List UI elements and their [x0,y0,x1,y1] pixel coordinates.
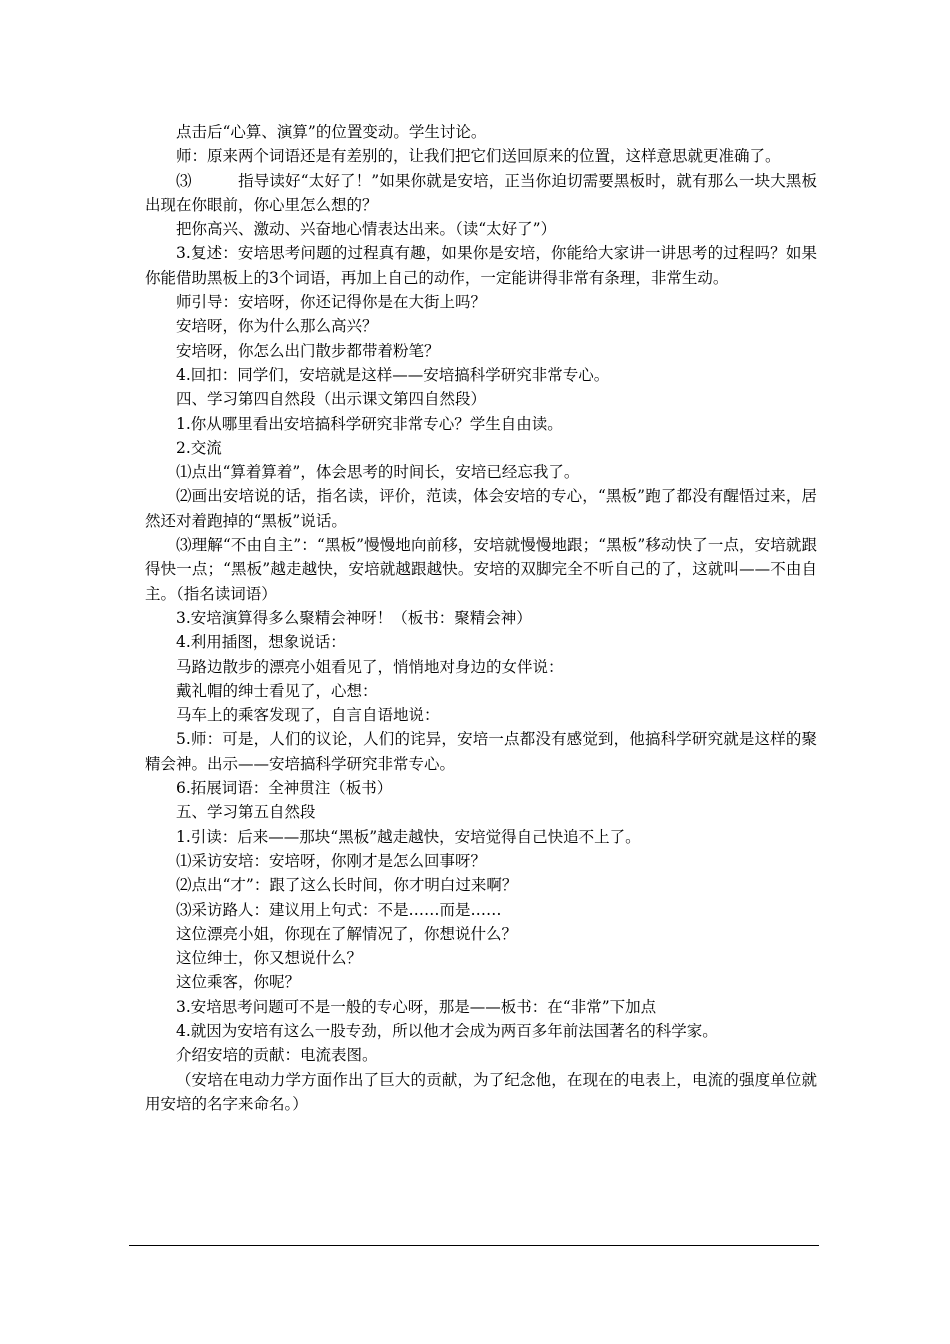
paragraph: ⑴点出“算着算着”，体会思考的时间长，安培已经忘我了。 [176,463,580,482]
paragraph-text: 指导读好“太好了！”如果你就是安培，正当你迫切需要黑板时，就有那么一块大黑板出现在你眼前，你心里怎么想的？ [145,171,817,214]
paragraph: 安培呀，你怎么出门散步都带着粉笔？ [176,341,440,360]
section-heading: 四、学习第四自然段（出示课文第四自然段） [176,390,487,409]
paragraph: ⑶采访路人：建议用上句式：不是……而是…… [176,900,502,919]
section-heading: 五、学习第五自然段 [176,803,316,822]
paragraph: ⑴采访安培：安培呀，你刚才是怎么回事呀？ [176,851,487,870]
paragraph: 4.回扣：同学们，安培就是这样——安培搞科学研究非常专心。 [176,365,610,384]
paragraph: 师引导：安培呀，你还记得你是在大街上吗？ [176,293,487,312]
paragraph: 3.安培演算得多么聚精会神呀！（板书：聚精会神） [176,608,532,627]
paragraph: 1.引读：后来——那块“黑板”越走越快，安培觉得自己快追不上了。 [176,827,641,846]
paragraph [145,169,817,218]
paragraph: ⑶理解“不由自主”：“黑板”慢慢地向前移，安培就慢慢地跟；“黑板”移动快了一点，安培就跟得快一点；“黑板”越走越快，安培就越跟越快。安培的双脚完全不听自己的了，这就叫——不由自主。（指名读词语） [145,536,817,603]
paragraph: 3.复述：安培思考问题的过程真有趣，如果你是安培，你能给大家讲一讲思考的过程吗？如果你能借助黑板上的3个词语，再加上自己的动作，一定能讲得非常有条理，非常生动。 [145,244,817,287]
paragraph: 4.就因为安培有这么一股专劲，所以他才会成为两百多年前法国著名的科学家。 [176,1021,718,1040]
paragraph: 马车上的乘客发现了，自言自语地说： [176,706,440,725]
paragraph: 介绍安培的贡献：电流表图。 [176,1046,378,1065]
paragraph: 这位绅士，你又想说什么？ [176,949,363,968]
paragraph: 马路边散步的漂亮小姐看见了，悄悄地对身边的女伴说： [176,657,564,676]
paragraph: 戴礼帽的绅士看见了，心想： [176,681,378,700]
paragraph: 这位乘客，你呢？ [176,973,301,992]
paragraph: （安培在电动力学方面作出了巨大的贡献，为了纪念他，在现在的电表上，电流的强度单位就用安培的名字来命名。） [145,1070,817,1113]
paragraph: 师：原来两个词语还是有差别的，让我们把它们送回原来的位置，这样意思就更准确了。 [176,147,781,166]
footer-rule [129,1245,819,1246]
paragraph: 这位漂亮小姐，你现在了解情况了，你想说什么？ [176,924,518,943]
paragraph: 1.你从哪里看出安培搞科学研究非常专心？学生自由读。 [176,414,563,433]
paragraph: ⑵画出安培说的话，指名读，评价，范读，体会安培的专心，“黑板”跑了都没有醒悟过来，居然还对着跑掉的“黑板”说话。 [145,487,817,530]
paragraph: 4.利用插图，想象说话： [176,633,346,652]
paragraph: 2.交流 [176,438,222,457]
paragraph: 3.安培思考问题可不是一般的专心呀，那是——板书：在“非常”下加点 [176,997,657,1016]
paragraph: 5.师：可是，人们的议论，人们的诧异，安培一点都没有感觉到，他搞科学研究就是这样的聚精会神。出示——安培搞科学研究非常专心。 [145,730,817,773]
paragraph: 把你高兴、激动、兴奋地心情表达出来。（读“太好了”） [176,220,557,239]
document-body [145,120,817,1116]
item-number: ⑶ [176,171,192,190]
paragraph: 安培呀，你为什么那么高兴？ [176,317,378,336]
paragraph: ⑵点出“才”：跟了这么长时间，你才明白过来啊？ [176,876,518,895]
paragraph: 点击后“心算、演算”的位置变动。学生讨论。 [176,123,487,141]
paragraph: 6.拓展词语：全神贯注（板书） [176,779,393,798]
